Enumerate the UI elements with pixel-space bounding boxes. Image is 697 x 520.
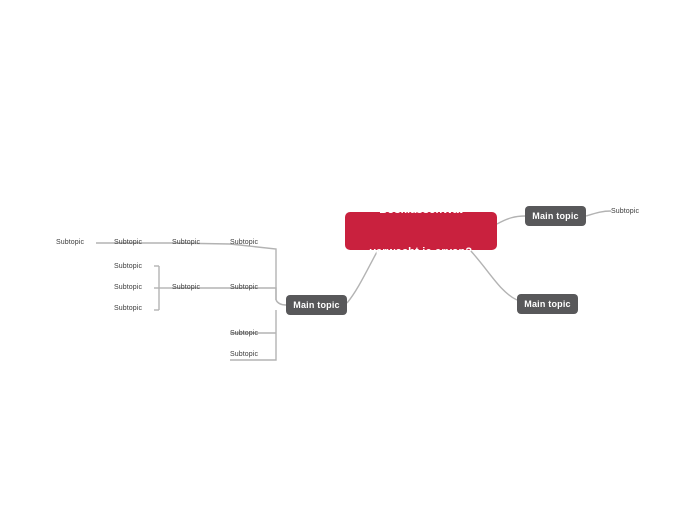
subtopic[interactable] [114,260,154,272]
main-topic-label: Main topic [532,211,579,221]
central-topic[interactable] [345,204,497,258]
connector-line [586,211,611,216]
main-topic[interactable] [286,295,347,315]
subtopic-label: Subtopic [230,329,259,337]
subtopic-label: Subtopic [230,350,259,358]
main-topic-label: Main topic [524,299,571,309]
main-topic[interactable] [517,294,578,314]
subtopic-label: Subtopic [56,238,85,246]
central-topic-line1: BosklassenWat [379,204,463,216]
connector-line [276,300,286,305]
subtopic[interactable] [230,281,270,293]
subtopic[interactable] [230,348,270,360]
subtopic[interactable] [114,236,154,248]
subtopic-label: Subtopic [230,283,259,291]
central-topic-line2: verwacht je ervan? [369,246,473,258]
subtopic[interactable] [114,302,154,314]
subtopic-label: Subtopic [172,238,201,246]
subtopic[interactable] [56,236,96,248]
subtopic[interactable] [230,327,270,339]
connector-line [497,216,525,224]
connector-line [470,250,517,300]
subtopic[interactable] [172,236,212,248]
main-topic[interactable] [525,206,586,226]
subtopic[interactable] [172,281,212,293]
subtopic-label: Subtopic [114,238,143,246]
subtopic[interactable] [114,281,154,293]
subtopic-label: Subtopic [114,304,143,312]
subtopic-label: Subtopic [230,238,259,246]
subtopic-label: Subtopic [611,207,640,215]
subtopic[interactable] [230,236,270,248]
main-topic-label: Main topic [293,300,340,310]
subtopic[interactable] [611,205,651,217]
subtopic-label: Subtopic [114,283,143,291]
subtopic-label: Subtopic [172,283,201,291]
subtopic-label: Subtopic [114,262,143,270]
